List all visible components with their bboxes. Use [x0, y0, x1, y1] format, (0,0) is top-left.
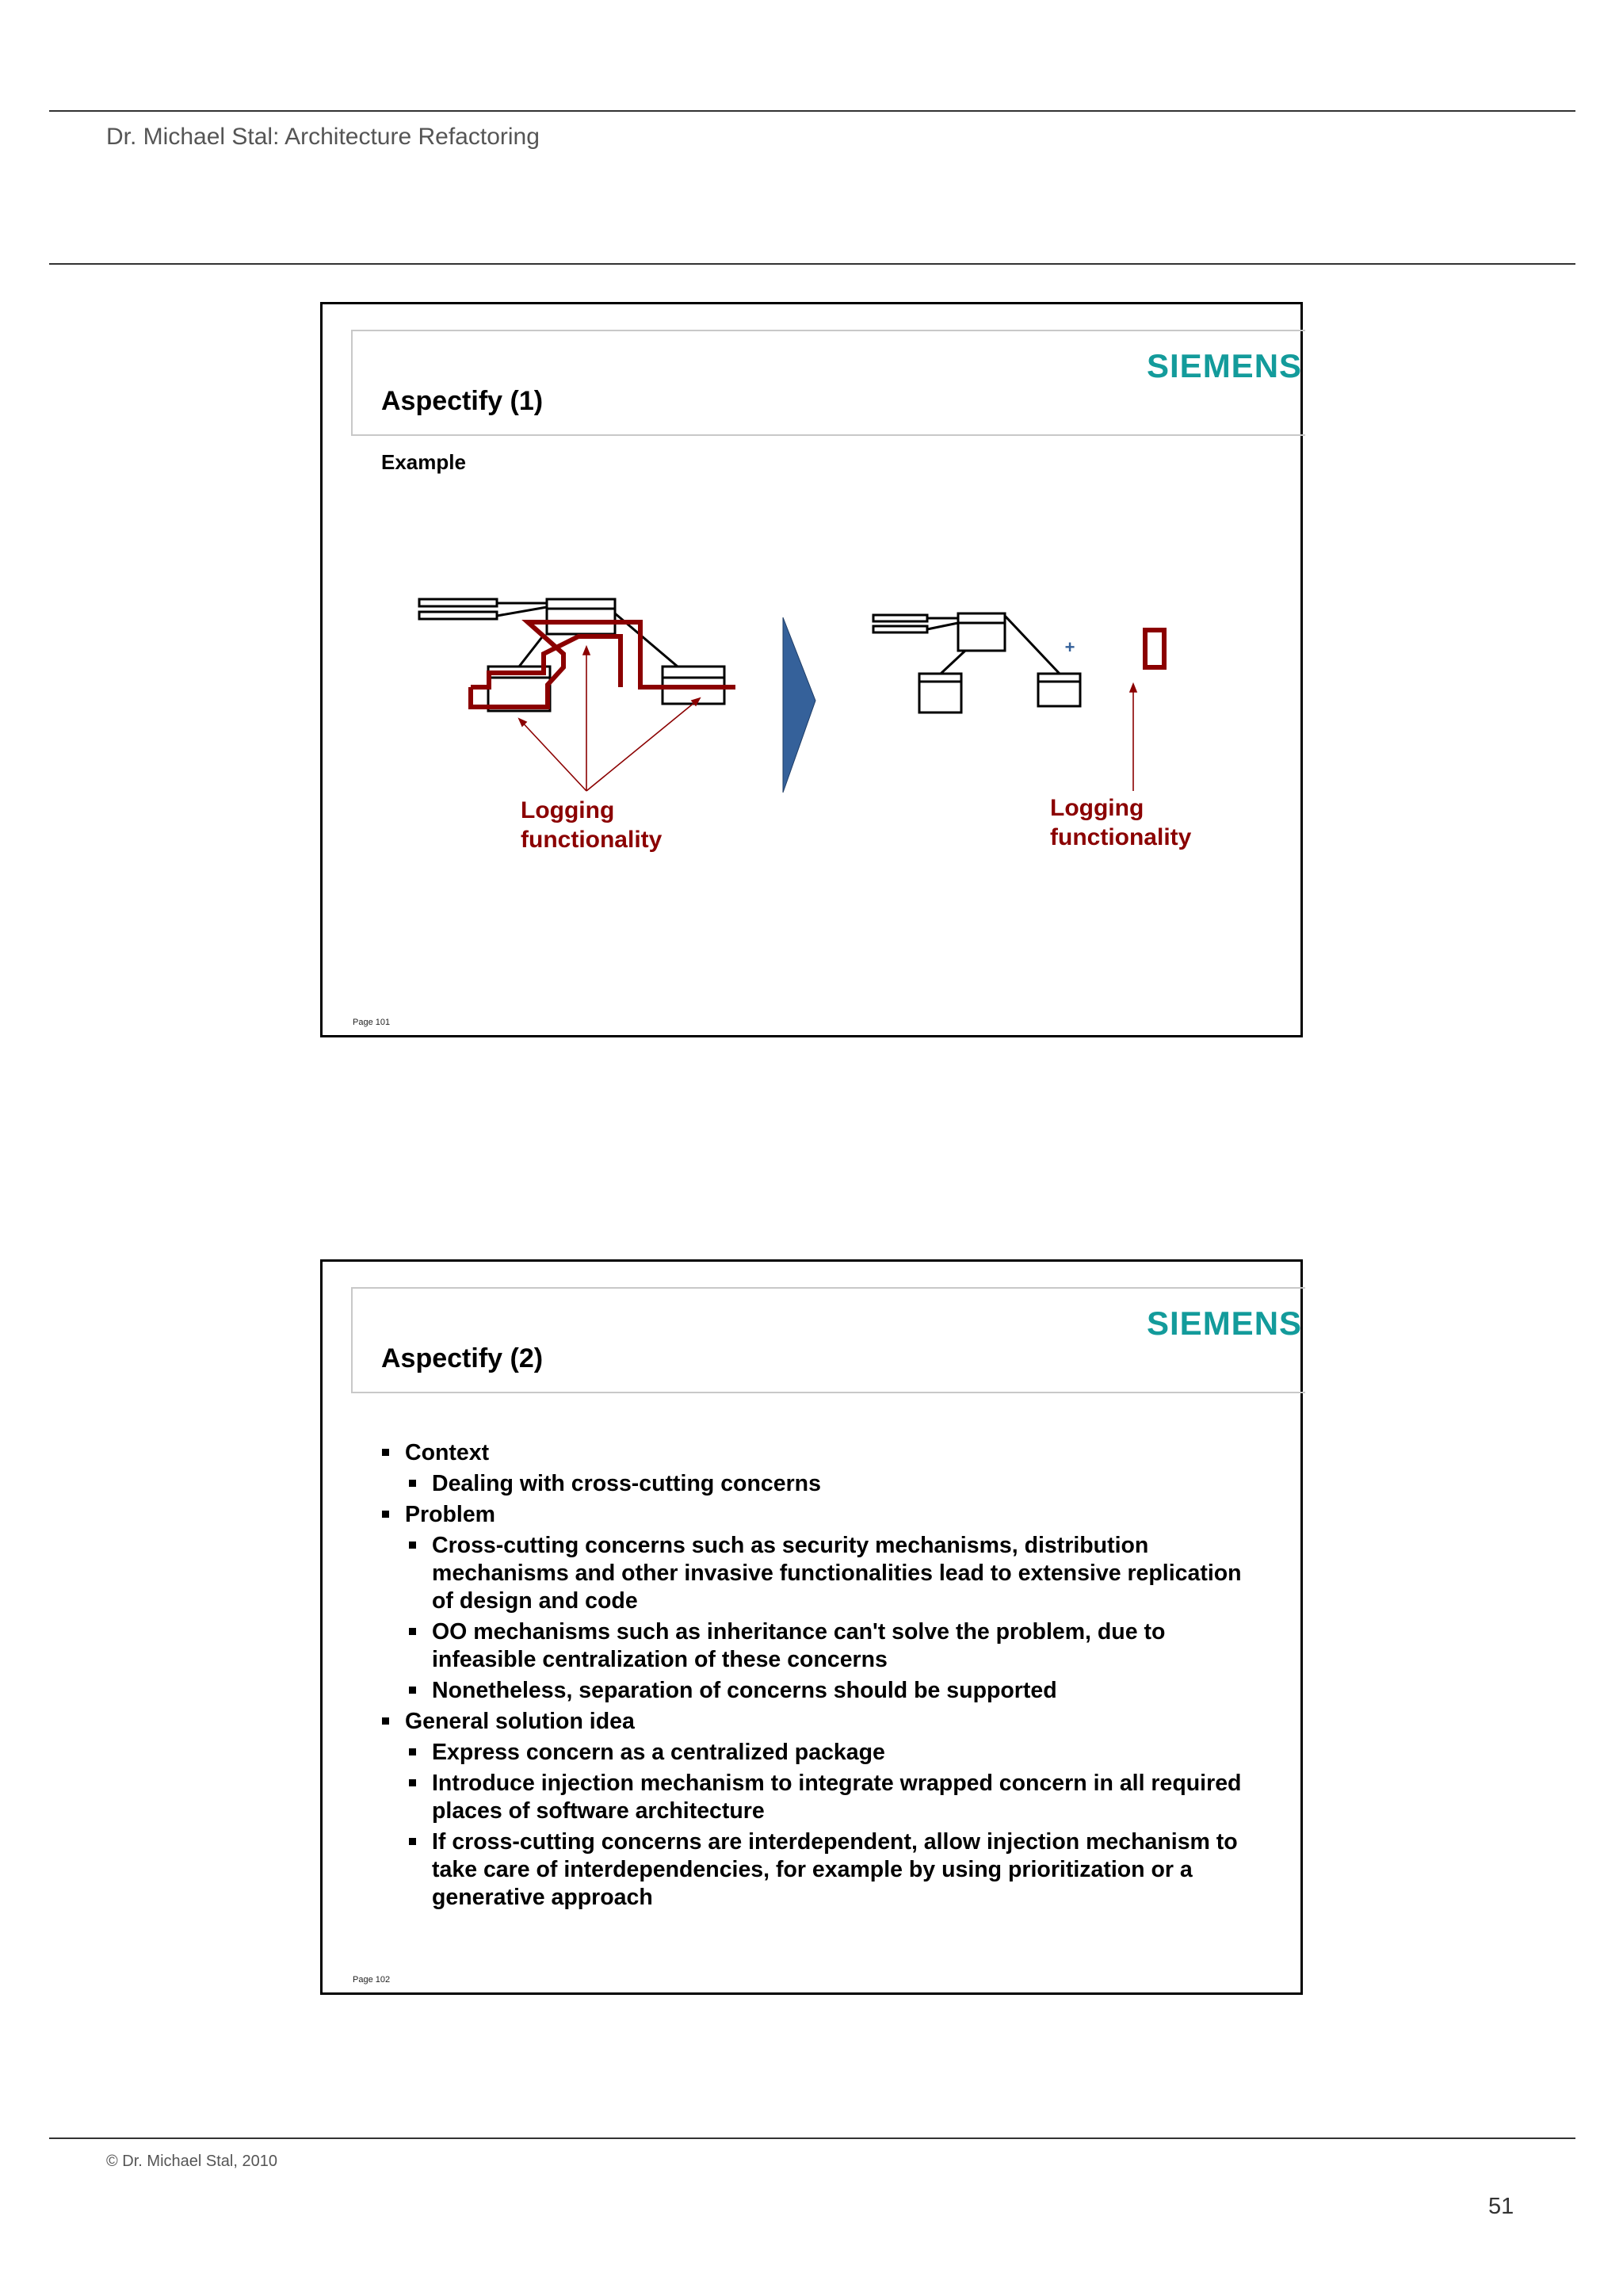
logging-aspect-box	[1145, 630, 1164, 667]
square-bullet-icon	[409, 1541, 416, 1549]
aspect-label-arrow	[1130, 684, 1136, 791]
slide-page-label: Page 101	[353, 1018, 391, 1027]
square-bullet-icon	[382, 1449, 389, 1456]
slide-page-label: Page 102	[353, 1975, 391, 1985]
bullet-item: Cross-cutting concerns such as security mechanisms, distribution mechanisms and other invasive functionalities lead to extensive replication of design and code	[381, 1532, 1269, 1615]
bullet-item: General solution idea	[381, 1708, 1269, 1736]
bullet-item: OO mechanisms such as inheritance can't solve the problem, due to infeasible centralization of these concerns	[381, 1618, 1269, 1674]
bullet-item: If cross-cutting concerns are interdependent, allow injection mechanism to take care of interdependencies, for example by using prioritization or a generative approach	[381, 1828, 1269, 1912]
bullet-item: Dealing with cross-cutting concerns	[381, 1470, 1269, 1498]
square-bullet-icon	[409, 1628, 416, 1635]
bullet-item: Problem	[381, 1501, 1269, 1529]
class-box	[547, 599, 615, 634]
plus-symbol: +	[1064, 637, 1075, 657]
footer-rule	[49, 2137, 1575, 2139]
square-bullet-icon	[382, 1511, 389, 1518]
logging-label-right: Logging functionality	[1050, 795, 1192, 850]
slide-title: Aspectify (1)	[381, 386, 544, 416]
bullet-item: Introduce injection mechanism to integrate wrapped concern in all required places of software architecture	[381, 1770, 1269, 1825]
bullet-list	[381, 1436, 1269, 1912]
logging-label-arrows	[519, 647, 700, 791]
aspect-diagram	[323, 304, 1303, 1035]
class-box	[419, 599, 497, 606]
logging-concern-paths	[471, 622, 735, 707]
class-box	[958, 613, 1005, 651]
footer-copyright: © Dr. Michael Stal, 2010	[106, 2153, 277, 2170]
slide-aspectify-1	[320, 302, 1303, 1037]
document-header-title: Dr. Michael Stal: Architecture Refactoring	[106, 124, 540, 150]
refactoring-arrow	[783, 617, 815, 793]
square-bullet-icon	[382, 1717, 389, 1725]
arrow-head	[1130, 684, 1136, 692]
slide-subtitle: Example	[381, 450, 466, 474]
square-bullet-icon	[409, 1687, 416, 1694]
square-bullet-icon	[409, 1779, 416, 1786]
siemens-logo: SIEMENS	[1147, 347, 1303, 384]
square-bullet-icon	[409, 1838, 416, 1845]
clean-class-diagram	[873, 613, 1080, 712]
header-rule-bottom	[49, 263, 1575, 265]
arrow-head	[583, 647, 590, 655]
logging-label-left: Logging functionality	[521, 797, 663, 853]
class-box	[419, 612, 497, 619]
class-box	[873, 615, 927, 621]
bullet-item: Nonetheless, separation of concerns should be supported	[381, 1677, 1269, 1705]
square-bullet-icon	[409, 1480, 416, 1487]
page-number: 51	[1488, 2194, 1514, 2219]
header-rule-top	[49, 110, 1575, 112]
tangled-class-diagram	[419, 599, 724, 711]
square-bullet-icon	[409, 1748, 416, 1755]
class-box	[873, 626, 927, 632]
class-box	[1038, 674, 1080, 706]
slide-aspectify-2	[320, 1259, 1303, 1995]
slide-title: Aspectify (2)	[381, 1343, 544, 1373]
bullet-item: Context	[381, 1439, 1269, 1467]
class-box	[919, 674, 961, 712]
siemens-logo: SIEMENS	[1147, 1305, 1303, 1342]
bullet-item: Express concern as a centralized package	[381, 1739, 1269, 1767]
